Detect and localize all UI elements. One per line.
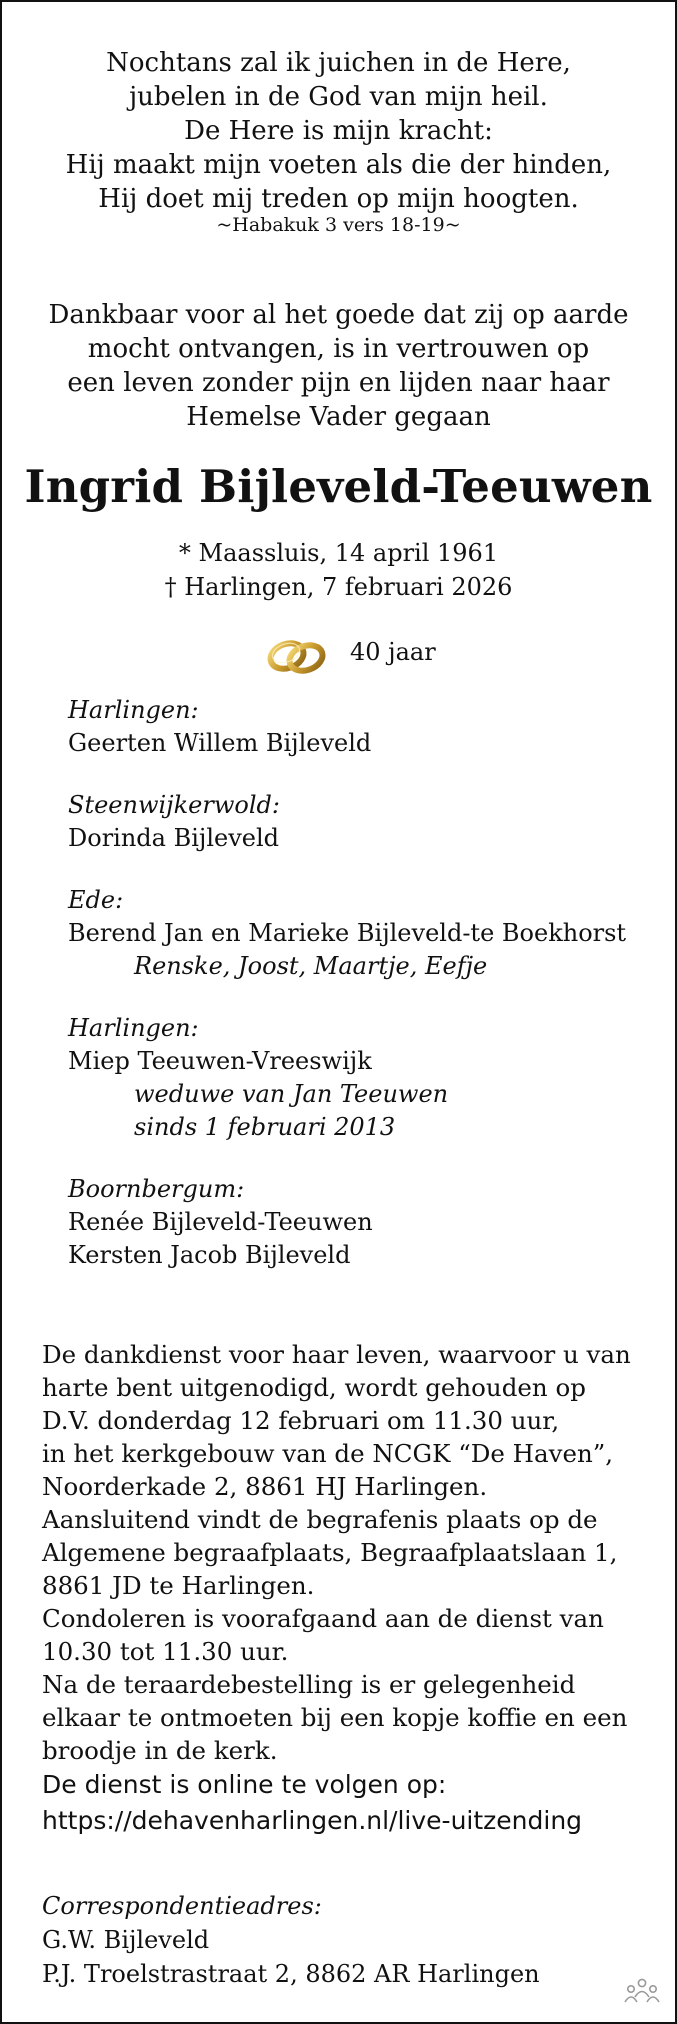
intro-line: een leven zonder pijn en lijden naar haar xyxy=(67,368,610,398)
notice-line: broodje in de kerk. xyxy=(42,1736,278,1765)
notice-line: harte bent uitgenodigd, wordt gehouden op xyxy=(42,1373,586,1402)
family-note: sinds 1 februari 2013 xyxy=(134,1113,396,1141)
notice-line: Algemene begraafplaats, Begraafplaatslaan 1, xyxy=(42,1538,618,1567)
verse-line: Hij maakt mijn voeten als die der hinden, xyxy=(65,150,612,180)
notice-line: De dankdienst voor haar leven, waarvoor u van xyxy=(42,1340,631,1369)
service-notice xyxy=(42,1338,652,1839)
correspondence-street: P.J. Troelstrastraat 2, 8862 AR Harlingen xyxy=(42,1960,540,1988)
verse-line: Nochtans zal ik juichen in de Here, xyxy=(106,48,571,78)
family-member: Miep Teeuwen-Vreeswijk xyxy=(68,1047,372,1075)
family-place: Ede: xyxy=(68,886,124,914)
notice-line: Condoleren is voorafgaand aan de dienst van xyxy=(42,1604,604,1633)
intro-text xyxy=(2,298,675,434)
anniversary-years: 40 jaar xyxy=(350,638,436,666)
correspondence-address xyxy=(42,1889,602,1991)
people-group-icon xyxy=(623,1978,661,2006)
family-place: Steenwijkerwold: xyxy=(68,791,280,819)
notice-line: Noorderkade 2, 8861 HJ Harlingen. xyxy=(42,1472,488,1501)
family-group xyxy=(68,789,658,855)
notice-line: Aansluitend vindt de begrafenis plaats op de xyxy=(42,1505,598,1534)
verse-reference: ~Habakuk 3 vers 18-19~ xyxy=(216,214,461,236)
notice-line: elkaar te ontmoeten bij een kopje koffie en een xyxy=(42,1703,628,1732)
family-place: Harlingen: xyxy=(68,1014,199,1042)
family-group xyxy=(68,1012,658,1144)
deceased-name: Ingrid Bijleveld-Teeuwen xyxy=(24,460,653,513)
wedding-rings-icon xyxy=(264,634,330,676)
family-member: Berend Jan en Marieke Bijleveld-te Boekhorst xyxy=(68,919,627,947)
online-notice: De dienst is online te volgen op: xyxy=(42,1770,447,1799)
intro-line: mocht ontvangen, is in vertrouwen op xyxy=(87,334,590,364)
bible-verse xyxy=(2,46,675,216)
family-place: Harlingen: xyxy=(68,696,199,724)
intro-line: Dankbaar voor al het goede dat zij op aarde xyxy=(48,300,629,330)
family-member: Geerten Willem Bijleveld xyxy=(68,729,372,757)
marriage-anniversary xyxy=(2,630,675,678)
intro-line: Hemelse Vader gegaan xyxy=(186,402,491,432)
notice-line: 10.30 tot 11.30 uur. xyxy=(42,1637,289,1666)
verse-line: jubelen in de God van mijn heil. xyxy=(129,82,548,112)
notice-line: in het kerkgebouw van de NCGK “De Haven”, xyxy=(42,1439,614,1468)
livestream-link[interactable]: https://dehavenharlingen.nl/live-uitzending xyxy=(42,1806,583,1835)
verse-line: De Here is mijn kracht: xyxy=(184,116,493,146)
death-date: † Harlingen, 7 februari 2026 xyxy=(164,573,513,601)
correspondence-name: G.W. Bijleveld xyxy=(42,1926,210,1954)
notice-line: D.V. donderdag 12 februari om 11.30 uur, xyxy=(42,1406,560,1435)
family-list xyxy=(68,694,658,1301)
family-member: Renée Bijleveld-Teeuwen xyxy=(68,1208,373,1236)
family-member: Dorinda Bijleveld xyxy=(68,824,280,852)
family-group xyxy=(68,694,658,760)
family-group xyxy=(68,1173,658,1272)
family-children: Renske, Joost, Maartje, Eefje xyxy=(134,952,488,980)
family-member: Kersten Jacob Bijleveld xyxy=(68,1241,351,1269)
life-dates xyxy=(2,536,675,604)
family-note: weduwe van Jan Teeuwen xyxy=(134,1080,449,1108)
family-place: Boornbergum: xyxy=(68,1175,245,1203)
correspondence-label: Correspondentieadres: xyxy=(42,1892,322,1920)
notice-line: Na de teraardebestelling is er gelegenheid xyxy=(42,1670,576,1699)
verse-line: Hij doet mij treden op mijn hoogten. xyxy=(98,184,579,214)
family-group xyxy=(68,884,658,983)
notice-line: 8861 JD te Harlingen. xyxy=(42,1571,315,1600)
birth-date: * Maassluis, 14 april 1961 xyxy=(178,539,499,567)
